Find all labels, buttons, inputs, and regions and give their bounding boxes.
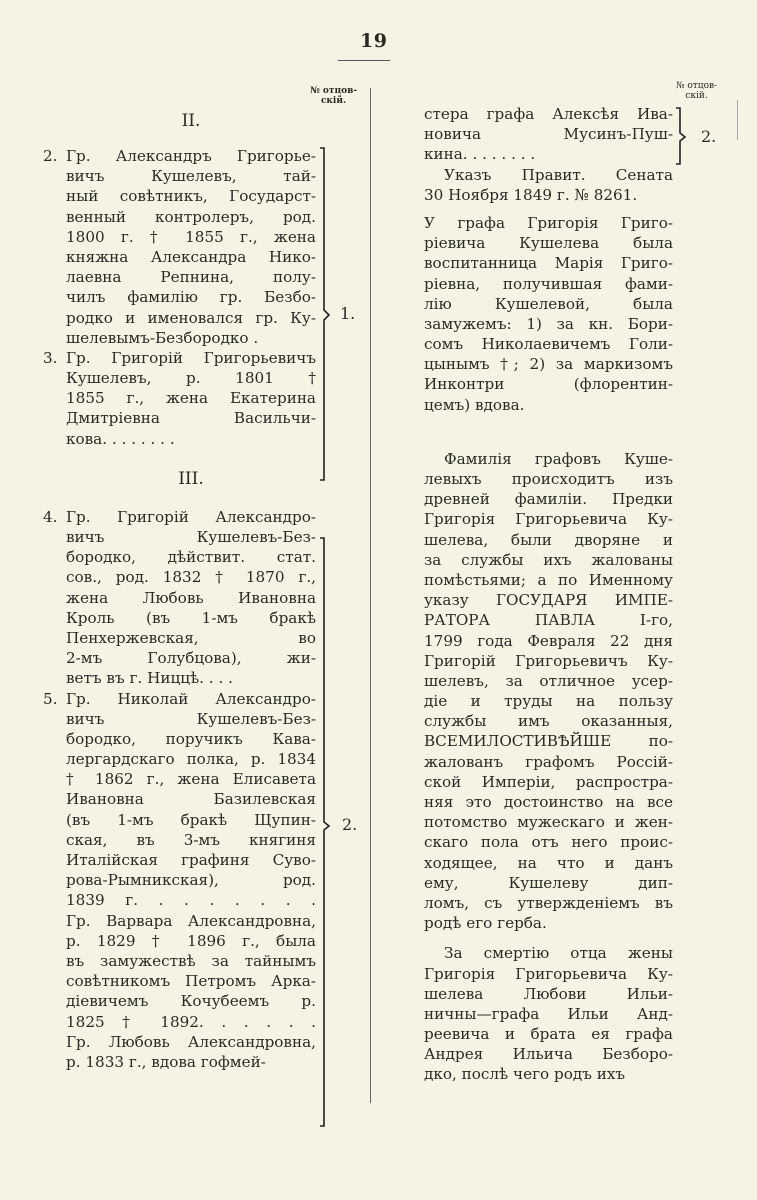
entry-5	[43, 689, 316, 1073]
text-line: ВСЕМИЛОСТИВѢЙШЕ по-	[424, 732, 673, 751]
text-line: помѣстьями; а по Именному	[424, 570, 673, 589]
text-line: шелева, были дворяне и	[424, 530, 673, 549]
column-header-line1: № отцов-	[310, 86, 358, 96]
entry-2	[43, 146, 316, 348]
text-line: ему, Кушелеву дип-	[424, 873, 673, 892]
text-line: Гр. Любовь Александровна,	[66, 1032, 316, 1051]
text-line: Фамилія графовъ Куше-	[444, 449, 673, 468]
text-line: шелева Любови Ильи-	[424, 984, 673, 1003]
text-line: родѣ его герба.	[424, 914, 547, 933]
brace-group-right	[674, 106, 688, 168]
entry-number: 4.	[43, 507, 58, 526]
paragraph-bezborodko	[424, 943, 673, 1084]
text-line: 1825 † 1892. . . . . .	[66, 1012, 316, 1031]
text-line: ный совѣтникъ, Государст-	[66, 187, 316, 206]
text-line: Инконтри (флорентин-	[424, 375, 673, 394]
text-line: (въ 1-мъ бракѣ Щупин-	[66, 810, 316, 829]
text-line: Гр. Александръ Григорье-	[66, 147, 316, 165]
text-line: кина. . . . . . . .	[424, 145, 536, 164]
text-line: въ замужествѣ за тайнымъ	[66, 951, 316, 970]
text-line: рова-Рымникская), род.	[66, 871, 316, 890]
page-number: 19	[360, 30, 388, 52]
text-line: ской Имперіи, распростра-	[424, 772, 673, 791]
text-line: У графа Григорія Григо-	[424, 213, 673, 232]
text-line: ветъ въ г. Ниццѣ. . . .	[66, 669, 233, 688]
text-line: Гр. Григорій Александро-	[66, 507, 316, 526]
text-line: лаевна Репнина, полу-	[66, 268, 316, 287]
text-line: Италійская графиня Суво-	[66, 851, 316, 869]
continuation-block	[424, 104, 673, 165]
text-line: Кушелевъ, р. 1801 †	[66, 369, 316, 388]
text-line: Гр. Николай Александро-	[66, 689, 316, 708]
text-line: кова. . . . . . . .	[66, 429, 175, 448]
text-line: цынымъ †; 2) за маркизомъ	[424, 355, 673, 374]
text-line: р. 1829 † 1896 г., была	[66, 931, 316, 950]
text-line: ходящее, на что и данъ	[424, 853, 673, 872]
text-line: РАТОРА ПАВЛА I-го,	[424, 611, 673, 630]
text-line: лергардскаго полка, р. 1834	[66, 750, 316, 769]
text-line: Кроль (въ 1-мъ бракѣ	[66, 608, 316, 627]
text-line: Григорія Григорьевича Ку-	[424, 510, 673, 529]
text-line: совѣтникомъ Петромъ Арка-	[66, 972, 316, 991]
text-line: Ивановна Базилевская	[66, 790, 316, 809]
text-line: скаго пола отъ него проис-	[424, 833, 673, 852]
reference-number-right: 2.	[701, 127, 717, 146]
text-line: княжна Александра Нико-	[66, 247, 316, 266]
text-line: воспитанница Марія Григо-	[424, 254, 673, 273]
reference-number-1: 1.	[340, 304, 356, 323]
text-line: Григорій Григорьевичъ Ку-	[424, 651, 673, 670]
text-line: цемъ) вдова.	[424, 395, 525, 414]
text-line: діевичемъ Кочубеемъ р.	[66, 992, 316, 1011]
entry-number: 5.	[43, 689, 58, 708]
text-line: 1855 г., жена Екатерина	[66, 389, 316, 408]
column-header-line2: скій.	[685, 91, 708, 101]
text-line: Андрея Ильича Безборо-	[424, 1045, 673, 1064]
text-line: 2-мъ Голубцова), жи-	[66, 649, 316, 668]
text-line: чилъ фамилію гр. Безбо-	[66, 288, 316, 307]
left-column	[43, 108, 316, 1072]
entry-number: 3.	[43, 348, 58, 367]
brace-group-2	[318, 536, 332, 1130]
text-line: стера графа Алексѣя Ива-	[424, 105, 673, 123]
right-column-header	[676, 81, 717, 101]
text-line: левыхъ происходитъ изъ	[424, 470, 673, 488]
text-line: 1839 г. . . . . . . .	[66, 891, 316, 910]
text-line: ская, въ 3-мъ княгиня	[66, 830, 316, 849]
entry-3	[43, 348, 316, 449]
text-line: бородко, дѣйствит. стат.	[66, 548, 316, 567]
text-line: древней фамиліи. Предки	[424, 490, 673, 509]
text-line: службы имъ оказанныя,	[424, 712, 673, 731]
text-line: венный контролеръ, род.	[66, 207, 316, 226]
left-column-header	[310, 86, 357, 106]
text-line: вичъ Кушелевъ-Без-	[66, 709, 316, 728]
text-line: ломъ, съ утвержденіемъ въ	[424, 893, 673, 912]
text-line: лію Кушелевой, была	[424, 294, 673, 313]
entry-number: 2.	[43, 147, 58, 165]
text-line: шелевымъ-Безбородко .	[66, 328, 259, 347]
entry-4	[43, 507, 316, 689]
text-line: жена Любовь Ивановна	[66, 588, 316, 607]
column-header-line1: № отцов-	[676, 81, 718, 91]
text-line: Гр. Григорій Григорьевичъ	[66, 348, 316, 367]
text-line: Указъ Правит. Сената	[444, 165, 673, 184]
column-divider-left	[370, 88, 371, 1103]
text-line: дко, послѣ чего родъ ихъ	[424, 1065, 626, 1084]
text-line: шелевъ, за отличное усер-	[424, 671, 673, 690]
text-line: жалованъ графомъ Россій-	[424, 752, 673, 771]
senate-decree	[424, 165, 673, 205]
text-line: сомъ Николаевичемъ Голи-	[424, 335, 673, 354]
header-rule	[338, 60, 390, 61]
text-line: діе и труды на пользу	[424, 692, 673, 711]
text-line: указу ГОСУДАРЯ ИМПЕ-	[424, 591, 673, 610]
paragraph-family-origin	[424, 449, 673, 934]
text-line: 30 Ноября 1849 г. № 8261.	[424, 185, 638, 204]
text-line: 1800 г. † 1855 г., жена	[66, 227, 316, 246]
text-line: сов., род. 1832 † 1870 г.,	[66, 568, 316, 587]
right-column	[424, 104, 673, 1085]
text-line: За смертію отца жены	[444, 944, 673, 963]
text-line: Пенхержевская, во	[66, 628, 316, 647]
text-line: няя это достоинство на все	[424, 793, 673, 811]
section-heading-III: III.	[178, 468, 204, 489]
text-line: 1799 года Февраля 22 дня	[424, 631, 673, 650]
text-line: потомство мужескаго и жен-	[424, 813, 673, 832]
text-line: родко и именовался гр. Ку-	[66, 308, 316, 327]
text-line: вичъ Кушелевъ, тай-	[66, 167, 316, 186]
column-divider-right	[737, 100, 738, 140]
text-line: реевича и брата ея графа	[424, 1025, 673, 1044]
text-line: Дмитріевна Васильчи-	[66, 409, 316, 428]
brace-group-1	[318, 146, 332, 484]
text-line: Григорія Григорьевича Ку-	[424, 964, 673, 983]
column-header-line2: скій.	[320, 96, 347, 106]
text-line: ріевича Кушелева была	[424, 234, 673, 253]
text-line: новича Мусинъ-Пуш-	[424, 125, 673, 144]
text-line: р. 1833 г., вдова гофмей-	[66, 1052, 266, 1071]
text-line: † 1862 г., жена Елисавета	[66, 770, 316, 789]
text-line: бородко, поручикъ Кава-	[66, 729, 316, 748]
text-line: вичъ Кушелевъ-Без-	[66, 528, 316, 546]
text-line: ріевна, получившая фами-	[424, 274, 673, 293]
text-line: ничны—графа Ильи Анд-	[424, 1004, 673, 1023]
text-line: Гр. Варвара Александровна,	[66, 911, 316, 930]
text-line: за службы ихъ жалованы	[424, 550, 673, 569]
section-heading-II: II.	[181, 111, 201, 131]
text-line: замужемъ: 1) за кн. Бори-	[424, 314, 673, 333]
paragraph-ward	[424, 213, 673, 415]
reference-number-2: 2.	[342, 815, 358, 834]
